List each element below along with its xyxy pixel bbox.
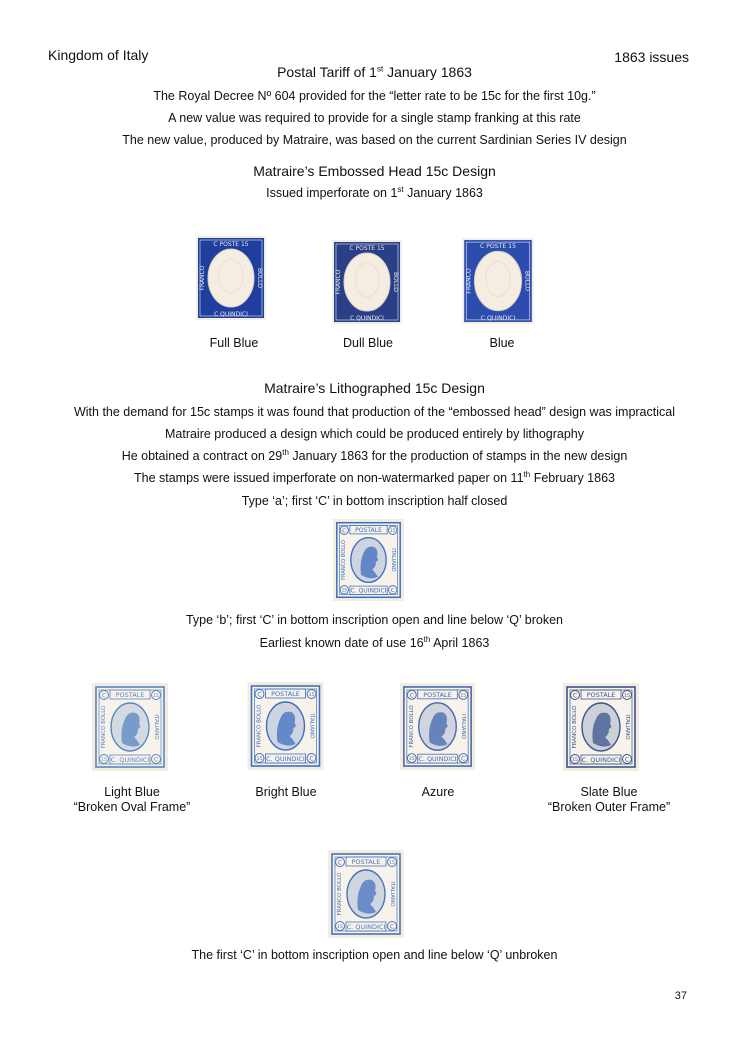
svg-text:ITALIANO: ITALIANO bbox=[389, 548, 396, 572]
svg-text:POSTALE: POSTALE bbox=[351, 858, 381, 866]
svg-text:15: 15 bbox=[460, 693, 467, 699]
svg-text:POSTALE: POSTALE bbox=[586, 691, 616, 699]
svg-text:C: C bbox=[337, 859, 343, 867]
svg-text:C: C bbox=[389, 923, 395, 931]
svg-text:FRANCO BOLLO: FRANCO BOLLO bbox=[341, 540, 348, 580]
svg-text:FRANCO BOLLO: FRANCO BOLLO bbox=[256, 704, 263, 748]
svg-text:C. QUINDICI: C. QUINDICI bbox=[418, 755, 457, 764]
svg-text:BOLLO: BOLLO bbox=[523, 270, 531, 292]
svg-text:C. QUINDICI: C. QUINDICI bbox=[346, 923, 386, 931]
stamp-embossed-blue bbox=[462, 238, 534, 324]
svg-text:C. QUINDICI: C. QUINDICI bbox=[581, 756, 621, 764]
svg-text:C POSTE 15: C POSTE 15 bbox=[349, 245, 385, 252]
caption-azure: Azure bbox=[421, 785, 455, 799]
final-caption: The first ‘C’ in bottom inscription open and line below ‘Q’ unbroken bbox=[191, 948, 558, 962]
svg-text:C: C bbox=[409, 692, 414, 700]
svg-text:BOLLO: BOLLO bbox=[392, 272, 399, 292]
svg-text:15: 15 bbox=[256, 757, 263, 762]
stamp-litho-slate-blue bbox=[563, 683, 639, 771]
section3-line-4: The stamps were issued imperforate on non-watermarked paper on 11th February 1863 bbox=[133, 469, 615, 485]
type-a-description: Type ‘a’; first ‘C’ in bottom inscription half closed bbox=[241, 494, 508, 508]
caption-bright-blue: Bright Blue bbox=[255, 785, 317, 799]
stamp-embossed-full-blue bbox=[196, 236, 266, 320]
svg-text:C: C bbox=[342, 528, 347, 535]
svg-text:C: C bbox=[390, 588, 395, 595]
svg-text:POSTALE: POSTALE bbox=[423, 690, 452, 699]
svg-text:C: C bbox=[153, 756, 159, 764]
svg-text:C QUINDICI: C QUINDICI bbox=[350, 315, 384, 322]
svg-text:FRANCO BOLLO: FRANCO BOLLO bbox=[408, 705, 415, 748]
svg-text:ITALIANO: ITALIANO bbox=[624, 714, 630, 740]
section3-line-3: He obtained a contract on 29th January 1863 for the production of stamps in the new design bbox=[121, 447, 628, 463]
svg-text:POSTALE: POSTALE bbox=[271, 690, 300, 698]
stamp-litho-bright-blue bbox=[246, 682, 325, 770]
svg-text:ITALIANO: ITALIANO bbox=[389, 881, 395, 907]
svg-text:15: 15 bbox=[572, 758, 578, 763]
svg-text:POSTALE: POSTALE bbox=[355, 527, 382, 535]
section3-line-1: With the demand for 15c stamps it was found that production of the “embossed head” design was impractical bbox=[73, 405, 675, 419]
svg-text:C. QUINDICI: C. QUINDICI bbox=[266, 755, 305, 763]
stamp-litho-azure bbox=[399, 683, 476, 770]
svg-text:C: C bbox=[101, 692, 107, 700]
section2-subtitle: Issued imperforate on 1st January 1863 bbox=[266, 184, 483, 200]
type-b-description: Type ‘b’; first ‘C’ in bottom inscription open and line below ‘Q’ broken bbox=[185, 613, 564, 627]
section1-line-1: The Royal Decree Nº 604 provided for the “letter rate to be 15c for the first 10g.” bbox=[153, 89, 596, 103]
svg-text:C: C bbox=[257, 691, 262, 699]
section3-line-2: Matraire produced a design which could be produced entirely by lithography bbox=[164, 427, 584, 441]
svg-text:C. QUINDICI: C. QUINDICI bbox=[110, 756, 150, 764]
section3-title: Matraire’s Lithographed 15c Design bbox=[264, 380, 485, 396]
svg-text:C: C bbox=[624, 756, 630, 764]
svg-text:15: 15 bbox=[389, 861, 395, 866]
stamp-litho-unbroken bbox=[328, 850, 404, 938]
stamp-litho-light-blue bbox=[92, 683, 168, 771]
caption-dull-blue: Dull Blue bbox=[342, 336, 394, 350]
caption-slate-blue: Slate Blue “Broken Outer Frame” bbox=[547, 785, 671, 814]
svg-text:15: 15 bbox=[408, 757, 415, 763]
caption-blue: Blue bbox=[489, 336, 515, 350]
svg-text:15: 15 bbox=[101, 758, 107, 763]
svg-text:BOLLO: BOLLO bbox=[256, 268, 263, 288]
caption-light-blue: Light Blue “Broken Oval Frame” bbox=[73, 785, 191, 814]
header-right: 1863 issues bbox=[614, 49, 689, 65]
svg-text:C: C bbox=[309, 755, 314, 763]
svg-text:FRANCO BOLLO: FRANCO BOLLO bbox=[101, 705, 107, 749]
svg-text:C QUINDICI: C QUINDICI bbox=[214, 311, 248, 318]
section1-line-2: A new value was required to provide for a single stamp franking at this rate bbox=[168, 111, 581, 125]
stamp-litho-type-a bbox=[332, 519, 405, 601]
caption-full-blue: Full Blue bbox=[209, 336, 259, 350]
svg-text:15: 15 bbox=[390, 528, 396, 534]
svg-text:FRANCO BOLLO: FRANCO BOLLO bbox=[337, 872, 343, 916]
svg-text:FRANCO BOLLO: FRANCO BOLLO bbox=[572, 705, 578, 749]
svg-text:ITALIANO: ITALIANO bbox=[308, 713, 315, 739]
svg-text:ITALIANO: ITALIANO bbox=[153, 714, 159, 740]
svg-text:15: 15 bbox=[308, 693, 315, 698]
section1-line-3: The new value, produced by Matraire, was based on the current Sardinian Series IV design bbox=[122, 133, 627, 147]
svg-text:FRANCO: FRANCO bbox=[335, 269, 342, 295]
svg-text:C. QUINDICI: C. QUINDICI bbox=[350, 587, 387, 595]
svg-text:C: C bbox=[572, 692, 578, 700]
svg-text:15: 15 bbox=[341, 587, 347, 593]
svg-text:15: 15 bbox=[153, 694, 159, 699]
svg-text:15: 15 bbox=[624, 694, 630, 699]
svg-text:C POSTE 15: C POSTE 15 bbox=[213, 241, 249, 248]
svg-text:ITALIANO: ITALIANO bbox=[460, 714, 467, 739]
section2-title: Matraire’s Embossed Head 15c Design bbox=[253, 163, 496, 179]
svg-text:15: 15 bbox=[337, 925, 343, 930]
page-number: 37 bbox=[674, 990, 687, 1002]
stamp-embossed-dull-blue bbox=[330, 240, 404, 324]
svg-text:C: C bbox=[461, 755, 466, 763]
svg-text:C POSTE 15: C POSTE 15 bbox=[480, 243, 516, 251]
earliest-date: Earliest known date of use 16th April 1863 bbox=[259, 634, 490, 650]
section1-title: Postal Tariff of 1st January 1863 bbox=[277, 64, 472, 80]
header-left: Kingdom of Italy bbox=[48, 47, 149, 63]
svg-text:C QUINDICI: C QUINDICI bbox=[480, 314, 516, 322]
svg-text:FRANCO: FRANCO bbox=[199, 265, 206, 291]
svg-text:POSTALE: POSTALE bbox=[115, 691, 145, 699]
svg-text:FRANCO: FRANCO bbox=[465, 268, 473, 294]
